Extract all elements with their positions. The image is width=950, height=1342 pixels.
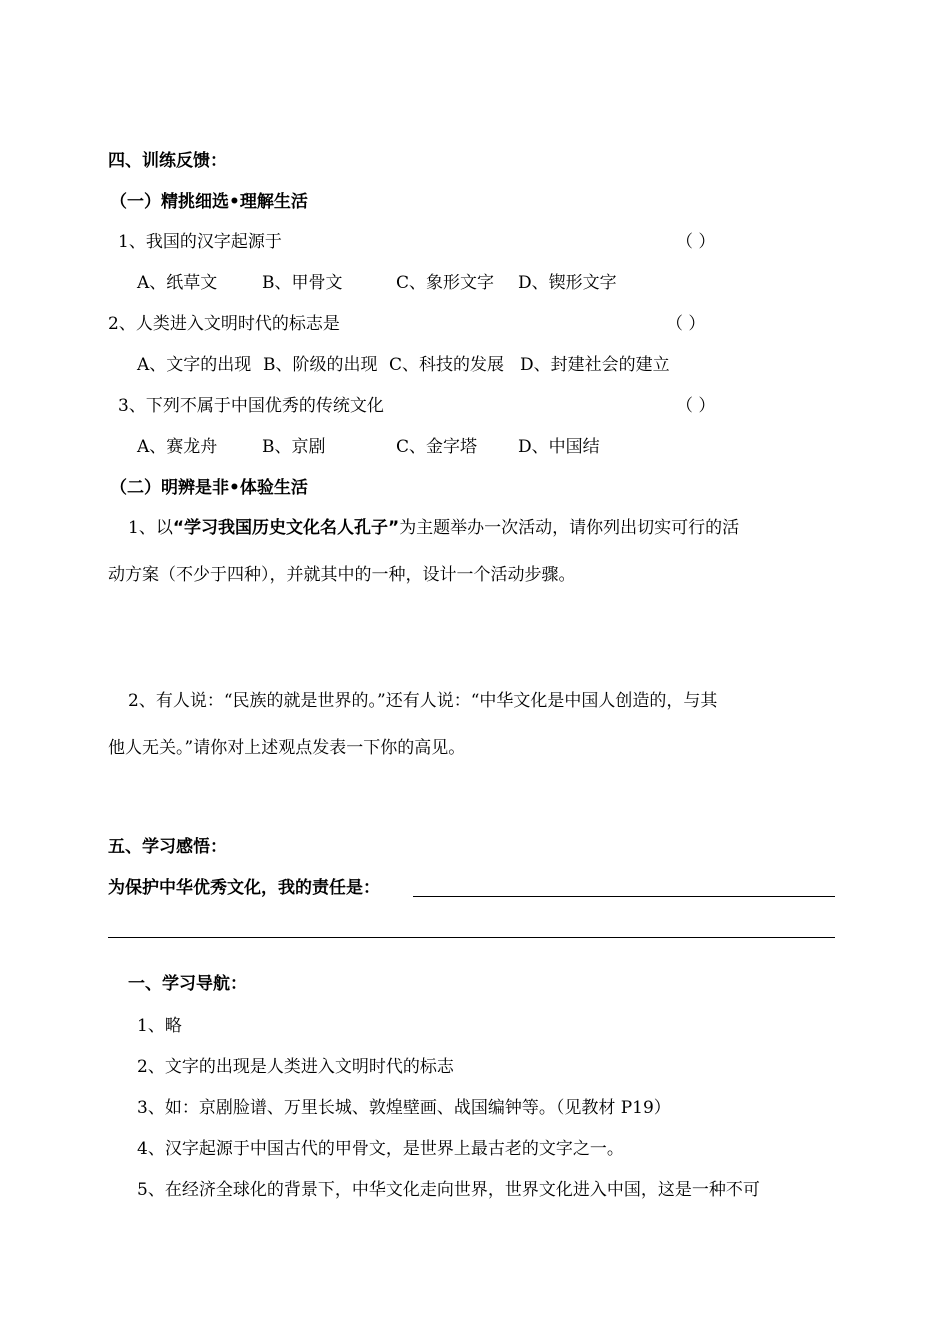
q3-option-a: A、赛龙舟 — [137, 437, 218, 457]
part1-heading: （一）精挑细选•理解生活 — [110, 192, 308, 212]
p2-q2-line1: 2、有人说：“民族的就是世界的。”还有人说：“中华文化是中国人创造的，与其 — [128, 691, 718, 711]
q2-option-b: B、阶级的出现 — [263, 355, 378, 375]
q3-option-d: D、中国结 — [518, 437, 600, 457]
q1-option-a: A、纸草文 — [137, 273, 218, 293]
answer-item-1: 1、略 — [137, 1016, 182, 1036]
part2-heading: （二）明辨是非•体验生活 — [110, 478, 308, 498]
p2-q1-line1 — [128, 517, 739, 539]
p2-q2-line2: 他人无关。”请你对上述观点发表一下你的高见。 — [108, 738, 466, 758]
answer-item-5: 5、在经济全球化的背景下，中华文化走向世界，世界文化进入中国，这是一种不可 — [137, 1180, 760, 1200]
q1-option-d: D、锲形文字 — [518, 273, 617, 293]
p2-q1-suffix: 为主题举办一次活动，请你列出切实可行的活 — [399, 518, 740, 538]
section5-heading: 五、学习感悟： — [108, 837, 227, 857]
answer-blank-line-2[interactable] — [108, 937, 835, 938]
answer-item-4: 4、汉字起源于中国古代的甲骨文，是世界上最古老的文字之一。 — [137, 1139, 624, 1159]
answer-item-2: 2、文字的出现是人类进入文明时代的标志 — [137, 1057, 454, 1077]
section5-prompt: 为保护中华优秀文化，我的责任是： — [108, 878, 380, 898]
answer-blank-line-1[interactable] — [413, 896, 835, 897]
q1-answer-paren: （ ） — [676, 232, 716, 252]
q3-answer-paren: （ ） — [676, 396, 716, 416]
p2-q1-bold-topic: “学习我国历史文化名人孔子” — [172, 518, 400, 538]
q2-option-c: C、科技的发展 — [389, 355, 505, 375]
q2-option-a: A、文字的出现 — [137, 355, 252, 375]
p2-q1-line2: 动方案（不少于四种），并就其中的一种，设计一个活动步骤。 — [108, 565, 576, 585]
q3-option-b: B、京剧 — [262, 437, 326, 457]
q2-answer-paren: （ ） — [666, 314, 706, 334]
p2-q1-prefix: 1、以 — [128, 518, 173, 538]
q1-option-b: B、甲骨文 — [262, 273, 343, 293]
q1-text: 1、我国的汉字起源于 — [118, 232, 282, 252]
q3-option-c: C、金字塔 — [396, 437, 478, 457]
q3-text: 3、下列不属于中国优秀的传统文化 — [118, 396, 384, 416]
q2-text: 2、人类进入文明时代的标志是 — [108, 314, 340, 334]
q1-option-c: C、象形文字 — [396, 273, 495, 293]
q2-option-d: D、封建社会的建立 — [520, 355, 670, 375]
section4-heading: 四、训练反馈： — [108, 151, 227, 171]
answer-item-3: 3、如：京剧脸谱、万里长城、敦煌壁画、战国编钟等。（见教材 P19） — [137, 1098, 671, 1118]
answers-heading: 一、学习导航： — [128, 974, 247, 994]
